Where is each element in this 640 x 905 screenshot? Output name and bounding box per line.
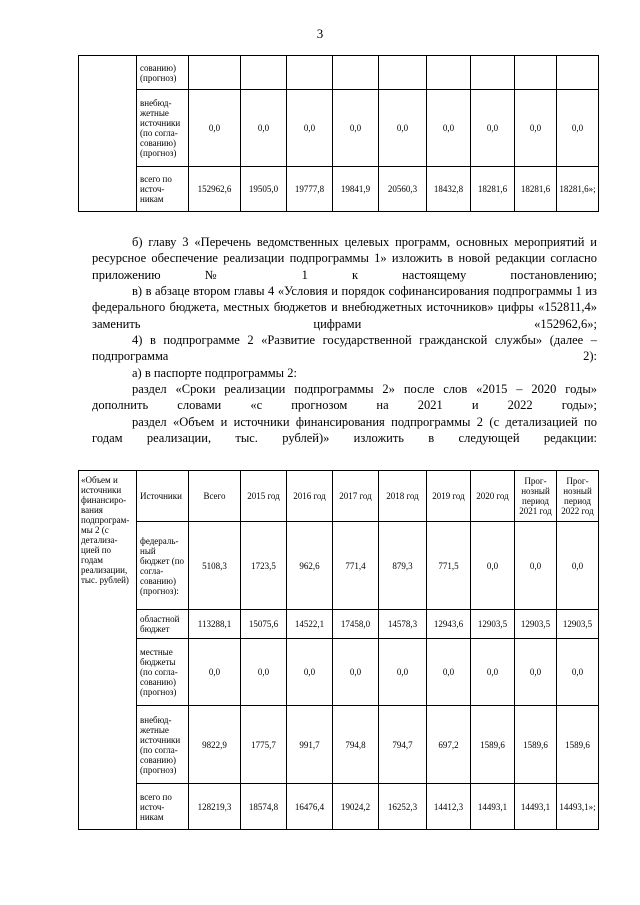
table-cell: 1589,6 bbox=[557, 706, 599, 784]
table-cell bbox=[379, 56, 427, 90]
table-cell: 0,0 bbox=[471, 639, 515, 706]
table-cell bbox=[287, 56, 333, 90]
table-cell: 1589,6 bbox=[471, 706, 515, 784]
table-cell: 19505,0 bbox=[241, 167, 287, 212]
table-cell: 12903,5 bbox=[557, 610, 599, 639]
table-cell: 0,0 bbox=[557, 90, 599, 167]
column-header: Источники bbox=[137, 471, 189, 522]
table-cell: 14412,3 bbox=[427, 784, 471, 830]
table-cell: 0,0 bbox=[241, 639, 287, 706]
table-row bbox=[79, 784, 599, 830]
table-top bbox=[78, 55, 599, 212]
table-cell: 113288,1 bbox=[189, 610, 241, 639]
table-cell: 1589,6 bbox=[515, 706, 557, 784]
table-row bbox=[79, 167, 599, 212]
table-cell bbox=[333, 56, 379, 90]
table-cell: 0,0 bbox=[241, 90, 287, 167]
table-cell: 1775,7 bbox=[241, 706, 287, 784]
table-cell bbox=[515, 56, 557, 90]
table-bottom bbox=[78, 470, 599, 830]
table-cell: 16476,4 bbox=[287, 784, 333, 830]
table-cell: 14522,1 bbox=[287, 610, 333, 639]
table-cell: 991,7 bbox=[287, 706, 333, 784]
table-cell: 0,0 bbox=[515, 639, 557, 706]
table-cell: 0,0 bbox=[427, 639, 471, 706]
table-cell bbox=[241, 56, 287, 90]
table-cell: 12943,6 bbox=[427, 610, 471, 639]
row-label: сованию) (прогноз) bbox=[137, 56, 189, 90]
table-cell: 16252,3 bbox=[379, 784, 427, 830]
table-cell: 0,0 bbox=[471, 522, 515, 610]
table-cell: 128219,3 bbox=[189, 784, 241, 830]
table-cell: 19841,9 bbox=[333, 167, 379, 212]
table-row bbox=[79, 610, 599, 639]
column-header: Прог- нозный период 2021 год bbox=[515, 471, 557, 522]
table-cell: 0,0 bbox=[287, 90, 333, 167]
column-header: 2016 год bbox=[287, 471, 333, 522]
table-cell: 12903,5 bbox=[515, 610, 557, 639]
table-cell: 0,0 bbox=[557, 639, 599, 706]
table-cell: 962,6 bbox=[287, 522, 333, 610]
table-header-row bbox=[79, 471, 599, 522]
column-header: 2018 год bbox=[379, 471, 427, 522]
table-cell bbox=[79, 56, 137, 212]
table-row bbox=[79, 56, 599, 90]
table-cell: 879,3 bbox=[379, 522, 427, 610]
table-cell: 9822,9 bbox=[189, 706, 241, 784]
table-row bbox=[79, 522, 599, 610]
table-cell: 14493,1 bbox=[471, 784, 515, 830]
table-cell: 697,2 bbox=[427, 706, 471, 784]
table-cell: 0,0 bbox=[557, 522, 599, 610]
column-header: 2019 год bbox=[427, 471, 471, 522]
paragraph-4: 4) в подпрограмме 2 «Развитие государственной гражданской службы» (далее – подпрограмма 2): bbox=[92, 333, 597, 364]
table-cell: 771,5 bbox=[427, 522, 471, 610]
table-cell: 794,8 bbox=[333, 706, 379, 784]
table-cell: 12903,5 bbox=[471, 610, 515, 639]
table-cell: 0,0 bbox=[471, 90, 515, 167]
table-cell bbox=[427, 56, 471, 90]
paragraph-obem: раздел «Объем и источники финансирования подпрограммы 2 (с детализацией по годам реализации, тыс. рублей)» изложить в следующей редакции: bbox=[92, 415, 597, 446]
column-header: 2015 год bbox=[241, 471, 287, 522]
table-cell: 0,0 bbox=[189, 639, 241, 706]
table-cell: 18281,6 bbox=[471, 167, 515, 212]
table-cell bbox=[471, 56, 515, 90]
table-row bbox=[79, 706, 599, 784]
row-label: всего по источ- никам bbox=[137, 784, 189, 830]
table-cell: 19777,8 bbox=[287, 167, 333, 212]
table-cell: 0,0 bbox=[189, 90, 241, 167]
row-label: всего по источ- никам bbox=[137, 167, 189, 212]
page-number: 3 bbox=[316, 26, 324, 41]
paragraph-srok: раздел «Сроки реализации подпрограммы 2» после слов «2015 – 2020 годы» дополнить словами «с прогнозом на 2021 и 2022 годы»; bbox=[92, 382, 597, 413]
table-cell: 794,7 bbox=[379, 706, 427, 784]
table-cell: 0,0 bbox=[379, 639, 427, 706]
table-row bbox=[79, 639, 599, 706]
table-cell: 1723,5 bbox=[241, 522, 287, 610]
row-label: внебюд- жетные источники (по согла- сованию) (прогноз) bbox=[137, 706, 189, 784]
table-cell: 18281,6»; bbox=[557, 167, 599, 212]
table-cell bbox=[557, 56, 599, 90]
table-cell: 19024,2 bbox=[333, 784, 379, 830]
table-cell: 0,0 bbox=[333, 639, 379, 706]
table-cell: 18574,8 bbox=[241, 784, 287, 830]
row-label: федераль- ный бюджет (по согла- сованию) (прогноз): bbox=[137, 522, 189, 610]
table-cell: 20560,3 bbox=[379, 167, 427, 212]
table-cell: 14493,1»; bbox=[557, 784, 599, 830]
paragraph-b: б) главу 3 «Перечень ведомственных целевых программ, основных мероприятий и ресурсное обеспечение реализации подпрограммы 1» изложить в новой редакции согласно приложению № 1 к настоящему постановлению; bbox=[92, 235, 597, 282]
column-header: 2020 год bbox=[471, 471, 515, 522]
table-cell: 0,0 bbox=[379, 90, 427, 167]
side-label: «Объем и источники финансиро- вания подпрограм- мы 2 (с детализа- цией по годам реализации, тыс. рублей) bbox=[79, 471, 137, 830]
table-row bbox=[79, 90, 599, 167]
paragraph-a: а) в паспорте подпрограммы 2: bbox=[132, 366, 297, 380]
table-cell: 0,0 bbox=[333, 90, 379, 167]
table-cell: 14493,1 bbox=[515, 784, 557, 830]
table-cell: 0,0 bbox=[287, 639, 333, 706]
table-cell: 5108,3 bbox=[189, 522, 241, 610]
table-cell: 17458,0 bbox=[333, 610, 379, 639]
paragraph-v: в) в абзаце втором главы 4 «Условия и порядок софинансирования подпрограммы 1 из федерального бюджета, местных бюджетов и внебюджетных источников» цифры «152811,4» заменить цифрами «152962,6»; bbox=[92, 284, 597, 331]
table-cell: 18281,6 bbox=[515, 167, 557, 212]
column-header: Прог- нозный период 2022 год bbox=[557, 471, 599, 522]
table-cell: 18432,8 bbox=[427, 167, 471, 212]
table-cell: 0,0 bbox=[515, 522, 557, 610]
column-header: 2017 год bbox=[333, 471, 379, 522]
table-cell: 0,0 bbox=[427, 90, 471, 167]
table-cell: 0,0 bbox=[515, 90, 557, 167]
row-label: местные бюджеты (по согла- сованию) (прогноз) bbox=[137, 639, 189, 706]
table-cell bbox=[189, 56, 241, 90]
table-cell: 14578,3 bbox=[379, 610, 427, 639]
table-cell: 15075,6 bbox=[241, 610, 287, 639]
column-header: Всего bbox=[189, 471, 241, 522]
table-cell: 771,4 bbox=[333, 522, 379, 610]
row-label: областной бюджет bbox=[137, 610, 189, 639]
row-label: внебюд- жетные источники (по согла- сованию) (прогноз) bbox=[137, 90, 189, 167]
table-cell: 152962,6 bbox=[189, 167, 241, 212]
